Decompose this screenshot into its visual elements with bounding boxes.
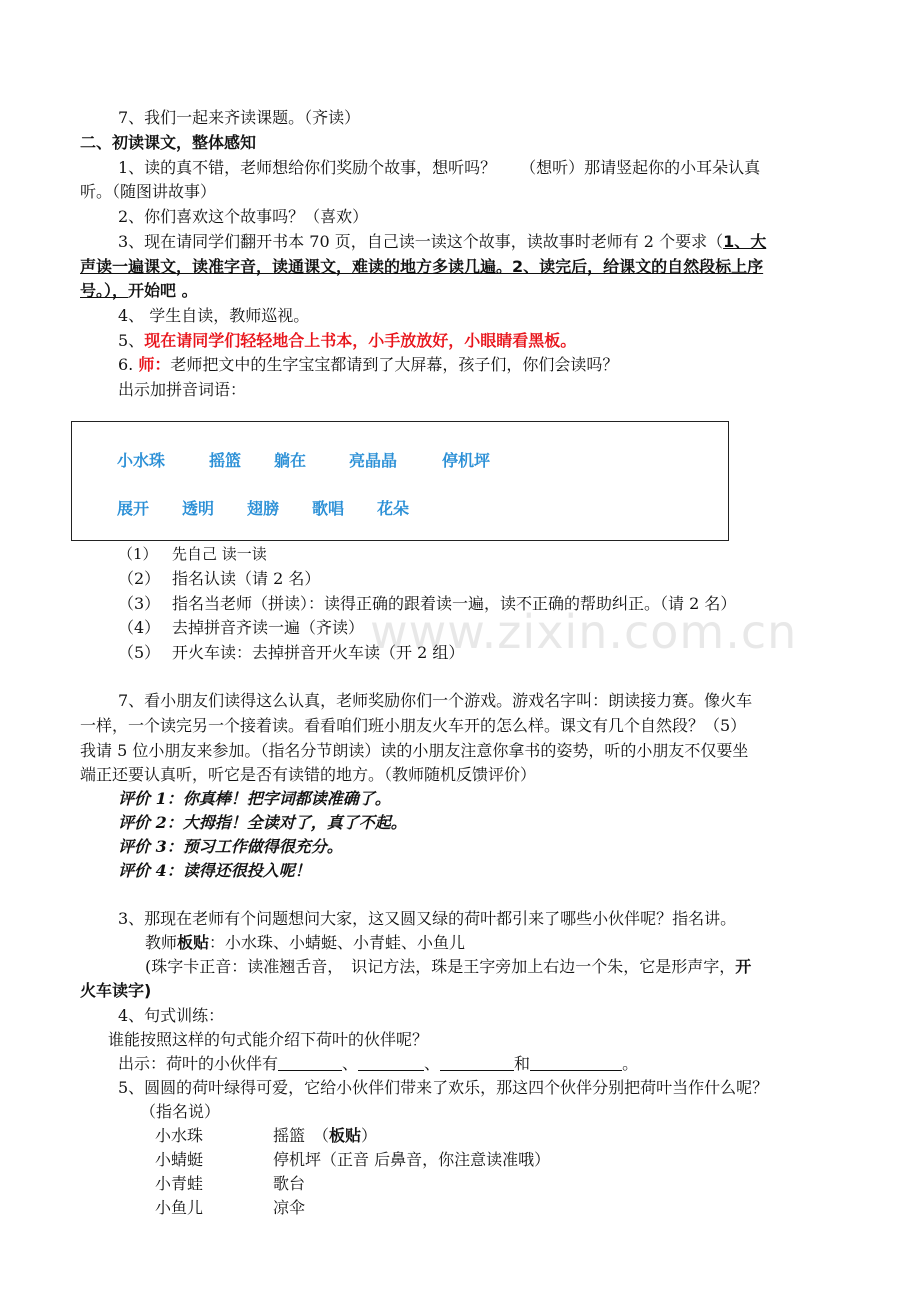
step-number: （3） [118, 594, 161, 613]
note-line [145, 956, 751, 978]
question-line: 5、圆圆的荷叶绿得可爱，它给小伙伴们带来了欢乐，那这四个伙伴分别把荷叶当作什么呢？ [118, 1078, 769, 1097]
separator: 。 [622, 1054, 639, 1073]
step-number: （5） [118, 643, 161, 662]
text-line: 7、我们一起来齐读课题。（齐读） [118, 108, 361, 127]
fill-in-line [118, 1053, 638, 1075]
step-text: 指名认读（请 2 名） [172, 569, 321, 588]
bold-underline-span: 1、大 [723, 232, 767, 251]
text-line: 2、你们喜欢这个故事吗？（喜欢） [118, 207, 369, 226]
text-span: 3、现在请同学们翻开书本 70 页，自己读一读这个故事，读故事时老师有 2 个要求（ [118, 232, 724, 251]
evaluation-line: 评价 2：大拇指！全读对了，真了不起。 [118, 813, 407, 832]
partner-row [155, 1173, 305, 1195]
vocab-word: 摇篮 [209, 451, 242, 470]
partner-name: 小鱼儿 [155, 1198, 204, 1217]
section-heading: 二、初读课文，整体感知 [80, 133, 257, 152]
evaluation-line: 评价 4：读得还很投入呢！ [118, 861, 311, 880]
text-line: 出示加拼音词语： [118, 380, 247, 399]
vocab-row-1 [117, 448, 490, 471]
text-span: ） [361, 1126, 378, 1145]
question-line: 谁能按照这样的句式能介绍下荷叶的伙伴呢？ [108, 1030, 429, 1049]
partner-name: 小蜻蜓 [155, 1150, 204, 1169]
note-line: 火车读字) [80, 981, 152, 1000]
vocab-word: 透明 [182, 499, 215, 518]
paragraph-line: 7、看小朋友们读得这么认真，老师奖励你们一个游戏。游戏名字叫：朗读接力赛。像火车 [118, 691, 753, 710]
separator: 、 [424, 1054, 441, 1073]
text-span: 6. [118, 355, 139, 374]
step-item [118, 593, 736, 615]
step-number: （4） [118, 618, 161, 637]
watermark: www.zixin.com.cn [370, 605, 798, 659]
text-line [118, 354, 618, 376]
text-span: 教师 [145, 933, 178, 952]
step-item [118, 617, 364, 639]
bold-span: 板贴 [177, 933, 210, 952]
bold-span: 开 [735, 957, 752, 976]
vocab-word: 躺在 [274, 451, 307, 470]
text-line [80, 280, 198, 302]
partner-item: 歌台 [273, 1174, 306, 1193]
evaluation-line: 评价 1：你真棒！把字词都读准确了。 [118, 789, 391, 808]
red-instruction: 现在请同学们轻轻地合上书本，小手放放好，小眼睛看黑板。 [144, 331, 577, 350]
bold-underline-line: 声读一遍课文，读准字音，读通课文，难读的地方多读几遍。2、读完后，给课文的自然段标上序 [80, 257, 764, 276]
blank-field [358, 1054, 424, 1071]
text-line: 1、读的真不错，老师想给你们奖励个故事，想听吗？ （想听）那请竖起你的小耳朵认真 [118, 158, 761, 177]
vocab-word: 花朵 [377, 499, 410, 518]
bold-span: 板贴 [329, 1126, 362, 1145]
text-line [118, 330, 576, 352]
vocab-box [71, 421, 729, 541]
vocab-word: 亮晶晶 [349, 451, 398, 470]
red-label: 师： [138, 355, 171, 374]
text-line [118, 231, 766, 253]
partner-item: 摇篮 （ [273, 1126, 330, 1145]
text-span: ：小水珠、小蜻蜓、小青蛙、小鱼儿 [209, 933, 466, 952]
vocab-row-2 [117, 496, 409, 519]
separator: 和 [514, 1054, 531, 1073]
vocab-word: 展开 [117, 499, 150, 518]
partner-name: 小青蛙 [155, 1174, 204, 1193]
step-item [118, 642, 464, 664]
partner-name: 小水珠 [155, 1126, 204, 1145]
separator: 、 [342, 1054, 359, 1073]
bold-underline-span: 号。）， [80, 281, 129, 300]
partner-item: 凉伞 [273, 1198, 306, 1217]
paragraph-line: 一样，一个读完另一个接着读。看看咱们班小朋友火车开的怎么样。课文有几个自然段？（5） [80, 716, 747, 735]
vocab-word: 歌唱 [312, 499, 345, 518]
step-item [118, 568, 320, 590]
blank-field [440, 1054, 514, 1071]
step-number: （2） [118, 569, 161, 588]
board-line [145, 932, 465, 954]
step-text: 去掉拼音齐读一遍（齐读） [172, 618, 365, 637]
vocab-word: 小水珠 [117, 451, 166, 470]
section-title: 4、句式训练： [118, 1006, 225, 1025]
text-span: (珠字卡正音：读准翘舌音， 识记方法，珠是王字旁加上右边一个朱，它是形声字， [145, 957, 736, 976]
sub-line: （指名说） [140, 1102, 221, 1121]
text-span: 老师把文中的生字宝宝都请到了大屏幕，孩子们，你们会读吗？ [170, 355, 619, 374]
blank-field [278, 1054, 342, 1071]
step-number: （1） [118, 545, 158, 563]
partner-row [155, 1125, 377, 1147]
text-line: 4、 学生自读，教师巡视。 [118, 306, 310, 325]
text-line: 听。（随图讲故事） [80, 182, 217, 201]
paragraph-line: 我请 5 位小朋友来参加。（指名分节朗读）读的小朋友注意你拿书的姿势，听的小朋友不仅要坐 [80, 741, 749, 760]
step-text: 开火车读：去掉拼音开火车读（开 2 组） [172, 643, 465, 662]
bold-span: 开始吧 。 [128, 281, 198, 300]
text-span: 5、 [118, 331, 145, 350]
step-text: 指名当老师（拼读）：读得正确的跟着读一遍，读不正确的帮助纠正。（请 2 名） [172, 594, 737, 613]
partner-item: 停机坪（正音 后鼻音，你注意读准哦） [273, 1150, 551, 1169]
question-line: 3、那现在老师有个问题想问大家，这又圆又绿的荷叶都引来了哪些小伙伴呢？指名讲。 [118, 909, 737, 928]
partner-row [155, 1149, 550, 1171]
blank-field [530, 1054, 622, 1071]
step-item [118, 543, 267, 565]
vocab-word: 停机坪 [442, 451, 491, 470]
partner-row [155, 1197, 305, 1219]
vocab-word: 翅膀 [247, 499, 280, 518]
text-span: 出示：荷叶的小伙伴有 [118, 1054, 279, 1073]
paragraph-line: 端正还要认真听，听它是否有读错的地方。（教师随机反馈评价） [80, 765, 537, 784]
evaluation-line: 评价 3：预习工作做得很充分。 [118, 837, 343, 856]
step-text: 先自己 读一读 [172, 545, 267, 563]
